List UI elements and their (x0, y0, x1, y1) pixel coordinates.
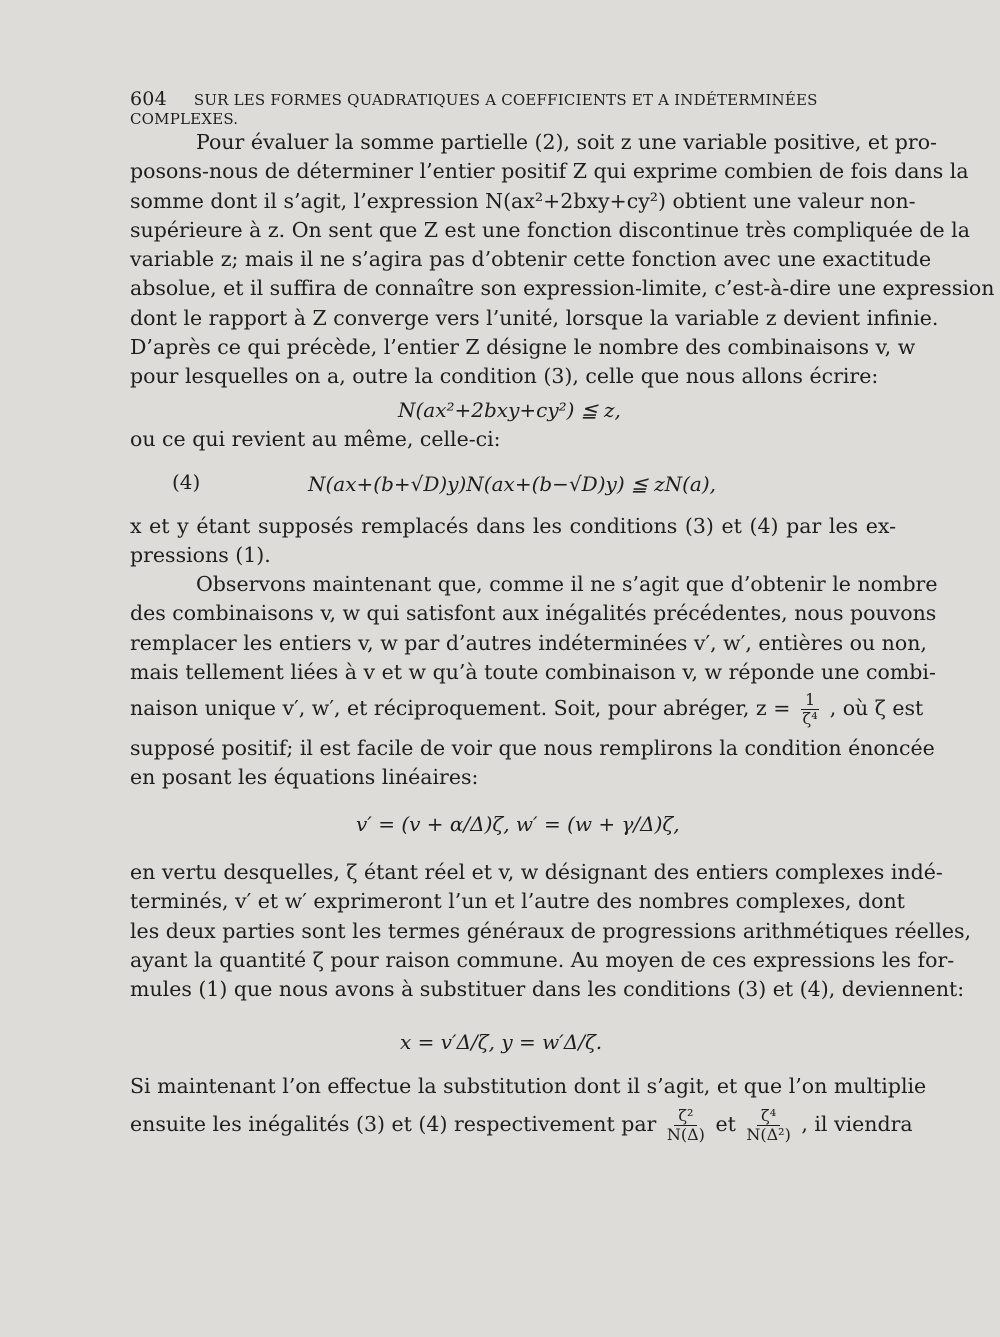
text-line (130, 1104, 913, 1144)
line-text: naison unique v′, w′, et réciproquement. Soit, pour abréger, z = (130, 696, 791, 720)
page-number: 604 (130, 88, 167, 110)
fraction-denominator: N(Δ) (666, 1125, 705, 1144)
equation-inequality: N(ax²+2bxy+cy²) ≦ z, (398, 398, 621, 422)
text-line: en posant les équations linéaires: (130, 765, 479, 790)
fraction (801, 691, 819, 728)
paragraph-1 (130, 128, 995, 392)
fraction (667, 1107, 705, 1144)
text-line: terminés, v′ et w′ exprimeront l’un et l’autre des nombres complexes, dont (130, 889, 905, 914)
line-text: et (715, 1112, 736, 1136)
fraction (746, 1107, 790, 1144)
text-line: mules (1) que nous avons à substituer dans les conditions (3) et (4), deviennent: (130, 977, 965, 1002)
text-line: Observons maintenant que, comme il ne s’agit que d’obtenir le nombre (196, 572, 938, 596)
text-line: supposé positif; il est facile de voir que nous remplirons la condition énoncée (130, 736, 935, 760)
text-line: variable z; mais il ne s’agira pas d’obtenir cette fonction avec une exactitude (130, 247, 932, 272)
line-text: ensuite les inégalités (3) et (4) respectivement par (130, 1112, 657, 1136)
paragraph-4b (130, 734, 935, 793)
text-line: x et y étant supposés remplacés dans les conditions (3) et (4) par les ex- (130, 514, 896, 538)
text-line: ayant la quantité ζ pour raison commune. Au moyen de ces expressions les for- (130, 947, 955, 972)
text-line: somme dont il s’agit, l’expression N(ax²+2bxy+cy²) obtient une valeur non- (130, 188, 916, 213)
fraction-denominator: N(Δ²) (746, 1125, 791, 1144)
fraction-numerator: ζ⁴ (757, 1107, 780, 1126)
text-line: absolue, et il suffira de connaître son expression-limite, c’est-à-dire une expression (130, 276, 995, 301)
fraction-numerator: 1 (801, 691, 819, 710)
text-line: supérieure à z. On sent que Z est une fonction discontinue très compliquée de la (130, 217, 970, 242)
text-line (130, 690, 924, 728)
text-line: ou ce qui revient au même, celle-ci: (130, 427, 501, 451)
fraction-numerator: ζ² (674, 1107, 697, 1126)
text-line: posons-nous de déterminer l’entier positif Z qui exprime combien de fois dans la (130, 159, 969, 184)
fraction-denominator: ζ⁴ (802, 709, 818, 728)
paragraph-2 (130, 425, 896, 454)
text-line: dont le rapport à Z converge vers l’unité, lorsque la variable z devient infinie. (130, 305, 939, 330)
paragraph-4 (130, 570, 938, 687)
equation-4: N(ax+(b+√D)y)N(ax+(b−√D)y) ≦ zN(a), (308, 472, 717, 496)
text-line: remplacer les entiers v, w par d’autres indéterminées v′, w′, entières ou non, (130, 630, 927, 655)
text-line: les deux parties sont les termes généraux de progressions arithmétiques réelles, (130, 918, 972, 943)
paragraph-6 (130, 1072, 927, 1101)
paragraph-5 (130, 858, 972, 1004)
text-line: en vertu desquelles, ζ étant réel et v, w désignant des entiers complexes indé- (130, 860, 943, 884)
text-line: D’après ce qui précède, l’entier Z désigne le nombre des combinaisons v, w (130, 335, 916, 360)
fraction-line-final (130, 1104, 913, 1144)
equation-linear: v′ = (v + α/Δ)ζ, w′ = (w + γ/Δ)ζ, (356, 812, 680, 836)
text-line: Pour évaluer la somme partielle (2), soit z une variable positive, et pro- (196, 130, 937, 154)
line-text: , il viendra (801, 1112, 913, 1136)
running-header (130, 88, 900, 128)
text-line: Si maintenant l’on effectue la substitution dont il s’agit, et que l’on multiplie (130, 1074, 927, 1098)
equation-number: (4) (172, 470, 201, 494)
text-line: pour lesquelles on a, outre la condition (3), celle que nous allons écrire: (130, 364, 879, 389)
line-text: , où ζ est (829, 696, 924, 720)
paragraph-3 (130, 512, 896, 571)
text-line: mais tellement liées à v et w qu’à toute combinaison v, w réponde une combi- (130, 659, 936, 684)
fraction-line (130, 690, 924, 728)
text-line: des combinaisons v, w qui satisfont aux inégalités précédentes, nous pouvons (130, 601, 937, 626)
text-line: pressions (1). (130, 543, 271, 568)
running-title: SUR LES FORMES QUADRATIQUES A COEFFICIENTS ET A INDÉTERMINÉES COMPLEXES. (130, 91, 818, 128)
equation-substitution: x = v′Δ/ζ, y = w′Δ/ζ. (400, 1030, 603, 1054)
